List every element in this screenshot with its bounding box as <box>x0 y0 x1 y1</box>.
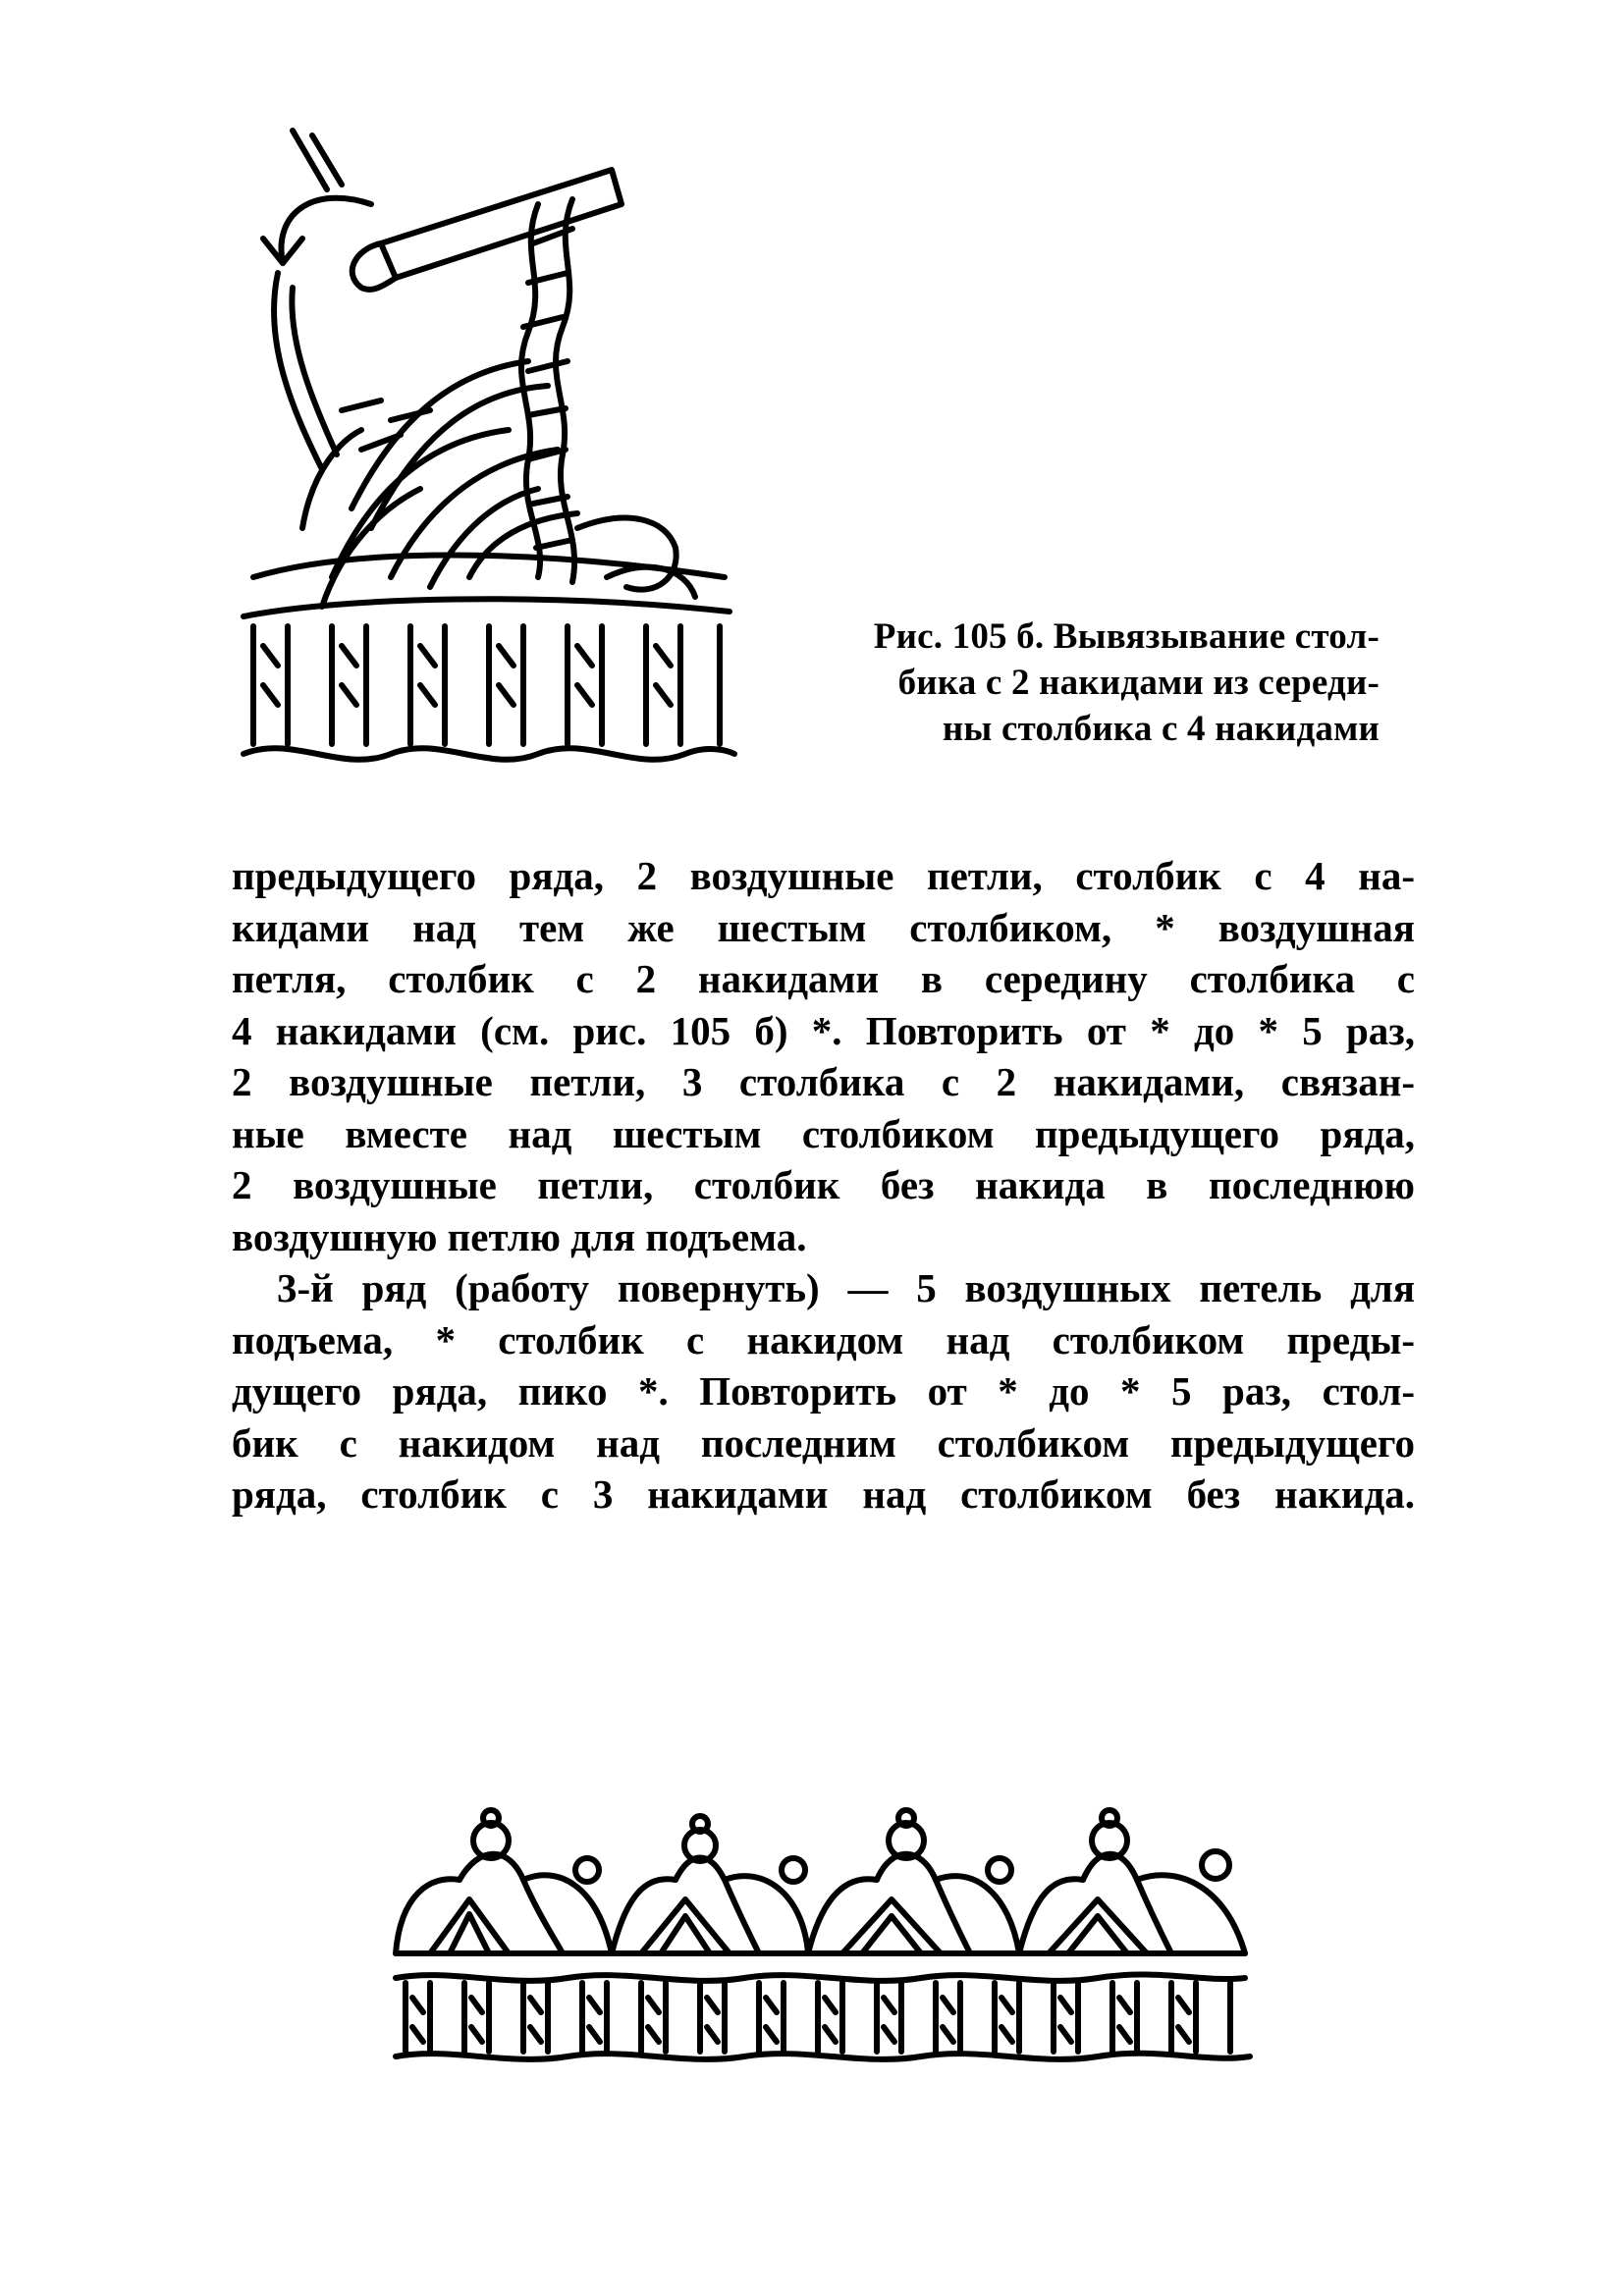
text-line: петля, столбик с 2 накидами в середину столбика с <box>232 956 1415 1001</box>
text-line: кидами над тем же шестым столбиком, * воздушная <box>232 904 1415 950</box>
figure-caption <box>830 614 1380 752</box>
crochet-edging-icon <box>391 1806 1255 2071</box>
text-line: 2 воздушные петли, 3 столбика с 2 накидами, связан- <box>232 1059 1415 1104</box>
text-line: 3-й ряд (работу повернуть) — 5 воздушных петель для <box>277 1265 1415 1310</box>
text-line: подъема, * столбик с накидом над столбиком преды- <box>232 1316 1415 1362</box>
caption-line: бика с 2 накидами из середи- <box>897 663 1380 703</box>
crochet-stitch-illustration <box>234 116 744 764</box>
text-line: ряда, столбик с 3 накидами над столбиком без накида. <box>232 1471 1415 1517</box>
caption-line: ны столбика с 4 накидами <box>942 709 1380 749</box>
paragraph-continuation <box>232 850 1415 1262</box>
caption-line: Рис. 105 б. Вывязывание стол- <box>873 616 1380 657</box>
crochet-hook-icon <box>234 116 744 764</box>
text-line: дущего ряда, пико *. Повторить от * до * 5 раз, стол- <box>232 1368 1415 1414</box>
crochet-edging-illustration <box>391 1806 1255 2071</box>
text-line: предыдущего ряда, 2 воздушные петли, столбик с 4 на- <box>232 853 1415 898</box>
text-line: 4 накидами (см. рис. 105 б) *. Повторить от * до * 5 раз, <box>232 1007 1415 1053</box>
text-line: воздушную петлю для подъема. <box>232 1213 807 1259</box>
body-text <box>232 850 1415 1521</box>
text-line: бик с накидом над последним столбиком предыдущего <box>232 1419 1415 1466</box>
text-line: ные вместе над шестым столбиком предыдущего ряда, <box>232 1110 1415 1156</box>
paragraph-row-3 <box>232 1262 1415 1521</box>
text-line: 2 воздушные петли, столбик без накида в последнюю <box>232 1162 1415 1207</box>
